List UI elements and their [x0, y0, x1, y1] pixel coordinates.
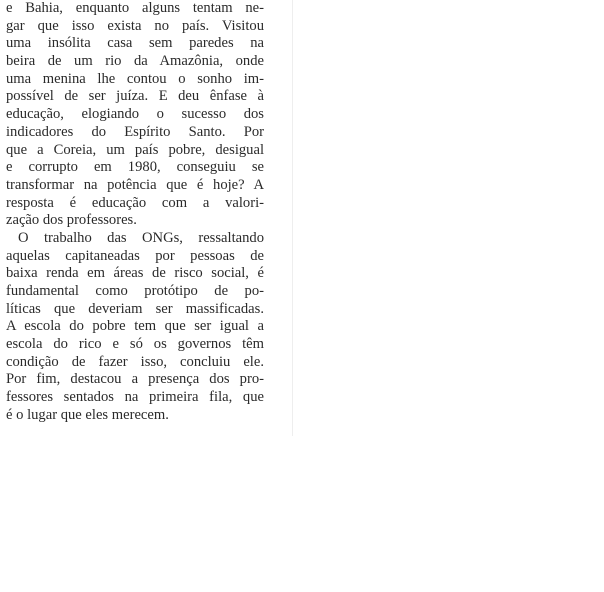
article-line: possível de ser juíza. E deu ênfase à: [6, 88, 264, 105]
article-line: baixa renda em áreas de risco social, é: [6, 265, 264, 282]
article-line: que a Coreia, um país pobre, desigual: [6, 141, 264, 158]
article-line: gar que isso exista no país. Visitou: [6, 17, 264, 34]
article-line: transformar na potência que é hoje? A: [6, 176, 264, 193]
article-line: educação, elogiando o sucesso dos: [6, 106, 264, 123]
column-divider: [292, 0, 293, 436]
article-line: condição de fazer isso, concluiu ele.: [6, 353, 264, 370]
article-line: escola do rico e só os governos têm: [6, 336, 264, 353]
article-line: Por fim, destacou a presença dos pro-: [6, 371, 264, 388]
article-line: aquelas capitaneadas por pessoas de: [6, 247, 264, 264]
article-line: fundamental como protótipo de po-: [6, 283, 264, 299]
article-line: e corrupto em 1980, conseguiu se: [6, 159, 264, 176]
article-line: e Bahia, enquanto alguns tentam ne-: [6, 0, 264, 16]
article-line: é o lugar que eles merecem.: [6, 406, 169, 423]
article-line: fessores sentados na primeira fila, que: [6, 389, 264, 406]
article-line: uma menina lhe contou o sonho im-: [6, 70, 264, 87]
article-line: uma insólita casa sem paredes na: [6, 35, 264, 52]
article-line: líticas que deveriam ser massificadas.: [6, 300, 264, 317]
article-line: A escola do pobre tem que ser igual a: [6, 318, 264, 335]
article-column: [6, 0, 264, 425]
article-line: indicadores do Espírito Santo. Por: [6, 123, 264, 140]
article-line: zação dos professores.: [6, 212, 137, 229]
article-line: O trabalho das ONGs, ressaltando: [18, 229, 264, 246]
article-line: beira de um rio da Amazônia, onde: [6, 53, 264, 70]
article-line: resposta é educação com a valori-: [6, 194, 264, 211]
